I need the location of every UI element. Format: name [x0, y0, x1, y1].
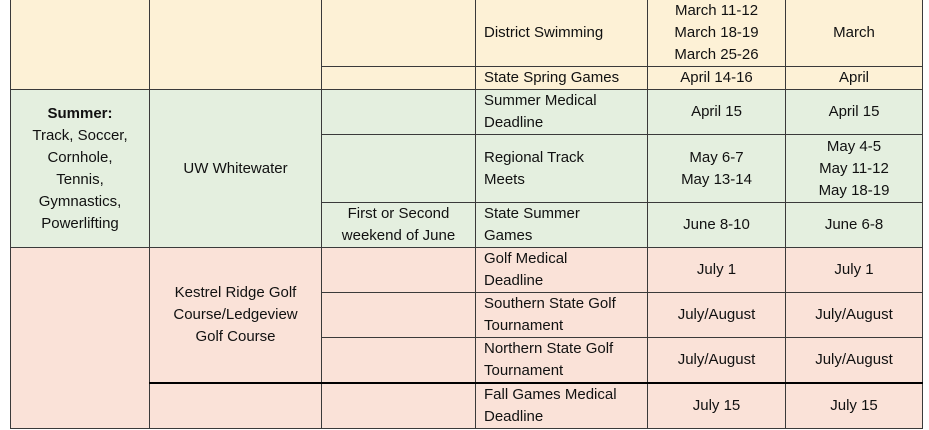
event-cell: [476, 338, 648, 384]
date-line: May 18-19: [818, 181, 890, 199]
date-line: July 15: [830, 397, 878, 414]
event-name-line: Fall Games Medical: [484, 386, 617, 403]
state-dates-cell: [648, 338, 786, 384]
timing-cell: [322, 338, 476, 384]
timing-cell: [322, 248, 476, 293]
date-line: July 1: [696, 261, 737, 278]
state-dates-cell: [648, 383, 786, 429]
venue-cell-fall: [150, 383, 322, 429]
sport-line: Gymnastics,: [38, 192, 122, 210]
season-label: Summer:: [47, 104, 113, 122]
state-dates-cell: [648, 0, 786, 67]
sub-dates-cell: [786, 293, 923, 338]
state-dates-cell: [648, 203, 786, 248]
date-line: July/August: [677, 351, 756, 368]
date-line: April 15: [828, 103, 880, 120]
event-cell: [476, 293, 648, 338]
sport-line: Cornhole,: [47, 148, 113, 166]
date-line: July/August: [815, 306, 893, 323]
row-golf-medical: [11, 248, 923, 293]
season-cell-summer: [11, 90, 150, 248]
event-name-line: Meets: [484, 170, 525, 188]
row-district-swimming: [11, 0, 923, 67]
date-line: April 14-16: [680, 69, 753, 86]
season-cell-golf: [11, 248, 150, 429]
sport-line: Tennis,: [56, 170, 104, 188]
event-name-line: Summer Medical: [484, 92, 597, 109]
sub-dates-cell: [786, 203, 923, 248]
event-name-line: Golf Medical: [484, 250, 568, 267]
date-line: March 11-12: [674, 1, 759, 19]
event-name: District Swimming: [484, 23, 604, 41]
timing-line: First or Second: [347, 205, 450, 222]
sport-line: Powerlifting: [41, 214, 119, 232]
date-line: May 6-7: [689, 148, 744, 166]
date-line: March: [833, 23, 875, 41]
event-name-line: Deadline: [484, 272, 544, 289]
event-name: State Spring Games: [484, 69, 620, 86]
date-line: July/August: [815, 351, 893, 368]
event-name-line: Tournament: [484, 317, 564, 334]
event-name-line: Regional Track: [484, 148, 585, 166]
date-line: March 25-26: [674, 45, 759, 63]
event-cell: [476, 67, 648, 90]
timing-line: weekend of June: [341, 227, 456, 244]
event-name-line: Southern State Golf: [484, 295, 616, 312]
venue-line: Kestrel Ridge Golf: [174, 284, 297, 301]
sub-dates-cell: [786, 338, 923, 384]
venue-line: Golf Course: [195, 328, 276, 345]
date-line: April: [838, 69, 869, 86]
event-cell: [476, 0, 648, 67]
event-cell: [476, 383, 648, 429]
state-dates-cell: [648, 135, 786, 203]
venue-cell-summer: [150, 90, 322, 248]
timing-cell: [322, 90, 476, 135]
state-dates-cell: [648, 293, 786, 338]
event-cell: [476, 135, 648, 203]
event-cell: [476, 90, 648, 135]
event-cell: [476, 248, 648, 293]
date-line: May 11-12: [819, 159, 889, 177]
sub-dates-cell: [786, 135, 923, 203]
row-summer-medical: [11, 90, 923, 135]
date-line: July/August: [677, 306, 756, 323]
venue-line: Course/Ledgeview: [173, 306, 298, 323]
state-dates-cell: [648, 90, 786, 135]
event-name-line: Northern State Golf: [484, 340, 614, 357]
date-line: June 8-10: [683, 216, 750, 233]
date-line: March 18-19: [674, 23, 759, 41]
event-cell: [476, 203, 648, 248]
timing-cell: [322, 203, 476, 248]
event-name-line: Deadline: [484, 408, 544, 425]
timing-cell: [322, 67, 476, 90]
schedule-table: [10, 0, 923, 429]
event-name-line: Tournament: [484, 362, 564, 379]
sub-dates-cell: [786, 248, 923, 293]
date-line: May 4-5: [826, 137, 882, 155]
sub-dates-cell: [786, 383, 923, 429]
date-line: June 6-8: [824, 216, 884, 233]
sub-dates-cell: [786, 90, 923, 135]
state-dates-cell: [648, 67, 786, 90]
state-dates-cell: [648, 248, 786, 293]
date-line: April 15: [691, 103, 742, 120]
timing-cell: [322, 293, 476, 338]
timing-cell: [322, 0, 476, 67]
timing-cell: [322, 383, 476, 429]
sub-dates-cell: [786, 67, 923, 90]
event-name-line: Deadline: [484, 114, 544, 131]
venue-cell-golf: [150, 248, 322, 384]
event-name-line: State Summer: [484, 205, 580, 222]
date-line: July 1: [834, 261, 874, 278]
season-cell-spring: [11, 0, 150, 90]
sport-line: Track, Soccer,: [32, 126, 128, 144]
timing-cell: [322, 135, 476, 203]
date-line: May 13-14: [681, 170, 752, 188]
venue-cell-spring: [150, 0, 322, 90]
sub-dates-cell: [786, 0, 923, 67]
event-name-line: Games: [484, 227, 533, 244]
venue-name: UW Whitewater: [183, 159, 288, 177]
date-line: July 15: [692, 397, 741, 414]
